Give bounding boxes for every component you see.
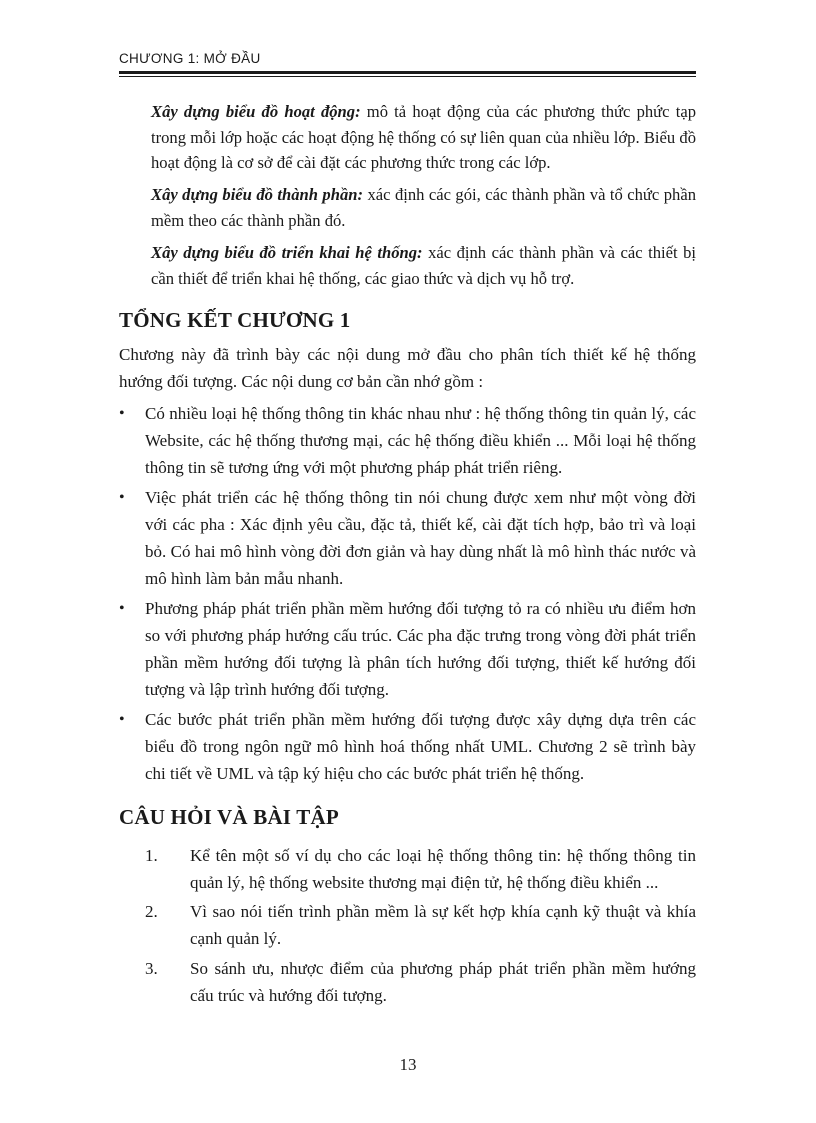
- intro-term: Xây dựng biểu đồ thành phần:: [151, 185, 364, 204]
- summary-intro-text: Chương này đã trình bày các nội dung mở đầu cho phân tích thiết kế hệ thống hướng đối tượng. Các nội dung cơ bản cần nhớ gồm :: [119, 345, 696, 391]
- intro-paragraph-activity: [151, 99, 696, 176]
- bullet-icon: •: [119, 711, 125, 728]
- bullet-text: Các bước phát triển phần mềm hướng đối tượng được xây dựng dựa trên các biểu đồ trong ngôn ngữ mô hình hoá thống nhất UML. Chương 2 sẽ trình bày chi tiết về UML và tập ký hiệu cho các bước phát triển hệ thống.: [145, 710, 696, 783]
- question-text: So sánh ưu, nhược điểm của phương pháp phát triển phần mềm hướng cấu trúc và hướng đối tượng.: [190, 959, 696, 1005]
- bullet-text: Việc phát triển các hệ thống thông tin nói chung được xem như một vòng đời với các pha : Xác định yêu cầu, đặc tả, thiết kế, cài đặt tích hợp, bảo trì và loại bỏ. Có hai mô hình vòng đời đơn giản và hay dùng nhất là mô hình thác nước và mô hình làm bản mẫu nhanh.: [145, 488, 696, 588]
- intro-body: mô tả hoạt động của các phương thức phức tạp trong mỗi lớp hoặc các hoạt động hệ thống có sự liên quan của nhiều lớp. Biểu đồ hoạt động là cơ sở để cài đặt các phương thức trong các lớp.: [151, 102, 696, 172]
- chapter-header: CHƯƠNG 1: MỞ ĐẦU: [119, 51, 261, 66]
- intro-term: Xây dựng biểu đồ triển khai hệ thống:: [151, 243, 423, 262]
- bullet-icon: •: [119, 489, 125, 506]
- bullet-text: Có nhiều loại hệ thống thông tin khác nhau như : hệ thống thông tin quản lý, các Website, các hệ thống thương mại, các hệ thống điều khiển ... Mỗi loại hệ thống thông tin sẽ tương ứng với một phương pháp phát triển riêng.: [145, 404, 696, 477]
- intro-term: Xây dựng biểu đồ hoạt động:: [151, 102, 361, 121]
- question-number: 2.: [145, 902, 158, 921]
- questions-heading: CÂU HỎI VÀ BÀI TẬP: [119, 805, 339, 829]
- page-number: 13: [399, 1055, 417, 1074]
- bullet-icon: •: [119, 600, 125, 617]
- intro-paragraph-deployment: [151, 240, 696, 291]
- question-text: Vì sao nói tiến trình phần mềm là sự kết hợp khía cạnh kỹ thuật và khía cạnh quản lý.: [190, 902, 696, 948]
- question-number: 3.: [145, 959, 158, 978]
- question-number: 1.: [145, 846, 158, 865]
- summary-heading: TỔNG KẾT CHƯƠNG 1: [119, 308, 351, 332]
- header-rule-thick: [119, 71, 696, 74]
- bullet-text: Phương pháp phát triển phần mềm hướng đối tượng tỏ ra có nhiều ưu điểm hơn so với phương pháp hướng cấu trúc. Các pha đặc trưng trong vòng đời phát triển phần mềm hướng đối tượng là phân tích hướng đối tượng, thiết kế hướng đối tượng và lập trình hướng đối tượng.: [145, 599, 696, 699]
- header-rule-thin: [119, 76, 696, 77]
- bullet-icon: •: [119, 405, 125, 422]
- intro-paragraph-component: [151, 182, 696, 233]
- question-text: Kể tên một số ví dụ cho các loại hệ thống thông tin: hệ thống thông tin quản lý, hệ thống website thương mại điện tử, hệ thống điều khiển ...: [190, 846, 696, 892]
- intro-body: xác định các gói, các thành phần và tổ chức phần mềm theo các thành phần đó.: [151, 185, 696, 230]
- header-rule: [119, 71, 696, 77]
- intro-body: xác định các thành phần và các thiết bị cần thiết để triển khai hệ thống, các giao thức và dịch vụ hỗ trợ.: [151, 243, 696, 288]
